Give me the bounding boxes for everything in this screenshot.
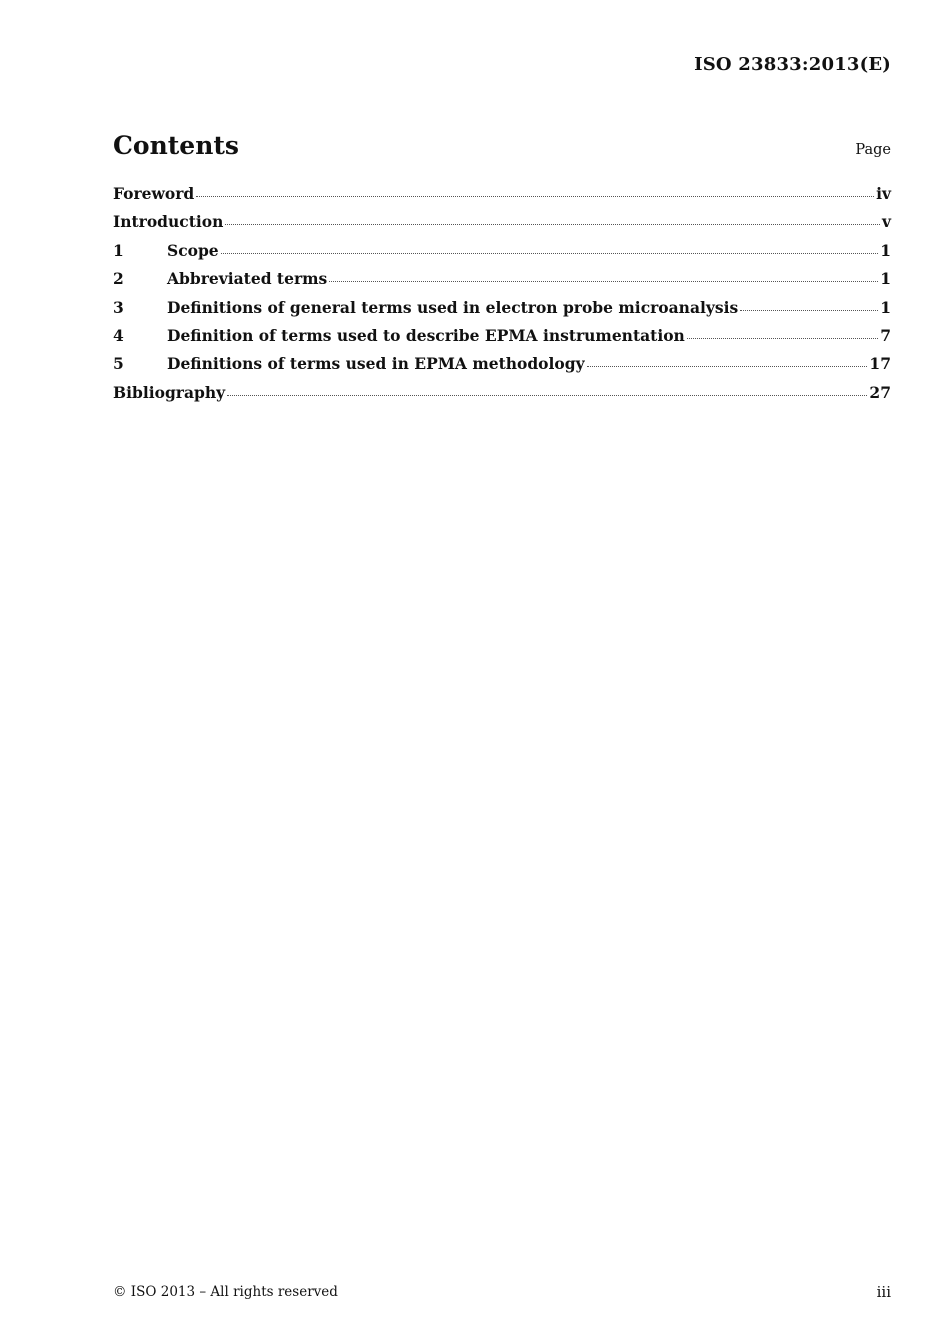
toc-entry-title: Bibliography: [113, 382, 226, 402]
toc-entry-title: Abbreviated terms: [167, 269, 328, 289]
toc-dot-leader: [687, 338, 878, 339]
toc-entry-page: 27: [869, 382, 891, 402]
toc-entry-title: Definitions of terms used in EPMA methodology: [167, 354, 585, 374]
table-of-contents: [113, 184, 891, 411]
toc-dot-leader: [329, 281, 878, 282]
toc-dot-leader: [227, 395, 867, 396]
toc-dot-leader: [587, 366, 868, 367]
toc-entry-introduction[interactable]: [113, 212, 891, 240]
toc-dot-leader: [225, 224, 880, 225]
toc-dot-leader: [221, 253, 879, 254]
toc-entry-title: Introduction: [113, 212, 224, 232]
document-id: ISO 23833:2013(E): [694, 54, 891, 75]
toc-entry-number: 4: [113, 325, 124, 345]
copyright-notice: © ISO 2013 – All rights reserved: [113, 1284, 338, 1300]
toc-entry-title: Foreword: [113, 184, 195, 203]
toc-entry-page: 1: [880, 297, 891, 317]
contents-heading: Contents: [113, 131, 240, 160]
toc-entry-instrumentation-terms[interactable]: [113, 326, 891, 354]
toc-entry-page: 7: [880, 325, 891, 345]
page-column-label: Page: [855, 142, 891, 158]
toc-entry-number: 5: [113, 354, 124, 374]
toc-entry-foreword[interactable]: [113, 184, 891, 212]
toc-entry-page: iv: [876, 184, 891, 203]
toc-dot-leader: [740, 310, 878, 311]
toc-entry-bibliography[interactable]: [113, 383, 891, 411]
toc-entry-title: Scope: [167, 240, 219, 260]
toc-entry-number: 1: [113, 240, 124, 260]
toc-entry-number: 2: [113, 269, 124, 289]
toc-entry-general-terms[interactable]: [113, 298, 891, 326]
toc-entry-abbreviated-terms[interactable]: [113, 269, 891, 297]
toc-entry-title: Definitions of general terms used in electron probe microanalysis: [167, 297, 739, 317]
toc-entry-scope[interactable]: [113, 241, 891, 269]
toc-entry-page: 1: [880, 240, 891, 260]
page-number: iii: [876, 1283, 891, 1301]
toc-entry-page: v: [881, 212, 891, 232]
toc-entry-page: 17: [869, 354, 891, 374]
toc-entry-number: 3: [113, 297, 124, 317]
toc-entry-page: 1: [880, 269, 891, 289]
toc-entry-methodology-terms[interactable]: [113, 354, 891, 382]
toc-dot-leader: [196, 196, 874, 197]
toc-entry-title: Definition of terms used to describe EPMA instrumentation: [167, 325, 685, 345]
